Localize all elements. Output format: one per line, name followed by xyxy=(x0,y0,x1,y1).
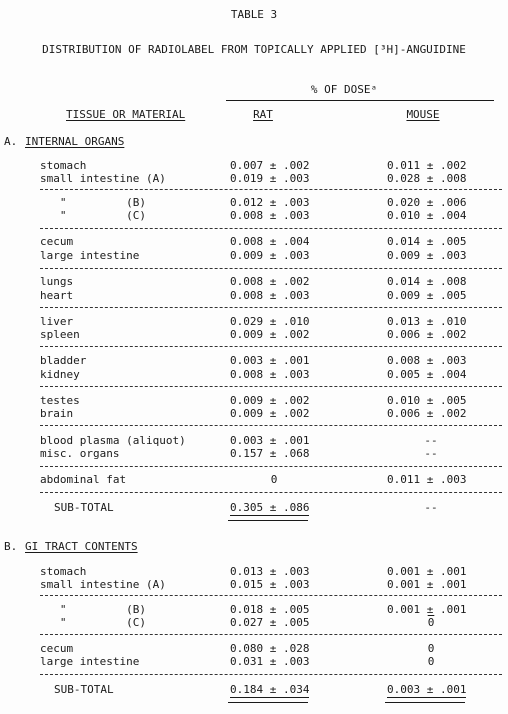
mouse-value: 0.001 ± .001 xyxy=(387,565,467,578)
mouse-value: 0 xyxy=(427,655,435,668)
mouse-value: -- xyxy=(424,447,438,460)
mouse-value: 0.028 ± .008 xyxy=(387,172,467,185)
section-b-marker: B. xyxy=(4,540,18,553)
tissue-header: TISSUE OR MATERIAL xyxy=(66,108,186,121)
dose-header: % OF DOSEᵃ xyxy=(310,83,378,96)
row-label: " (B) xyxy=(40,196,146,209)
subtotal-double-rule xyxy=(385,702,465,703)
mouse-value: 0.001 ± .001 xyxy=(387,578,467,591)
rat-value: 0.157 ± .068 xyxy=(230,447,310,460)
mouse-value: 0.010 ± .005 xyxy=(387,394,467,407)
subtotal-rat: 0.305 ± .086 xyxy=(230,501,310,514)
dashed-divider xyxy=(40,307,502,308)
row-label: small intestine (A) xyxy=(40,172,166,185)
row-label: lungs xyxy=(40,275,74,288)
rat-value: 0.019 ± .003 xyxy=(230,172,310,185)
dose-header-rule xyxy=(226,100,494,101)
dashed-divider xyxy=(40,228,502,229)
subtotal-label: SUB-TOTAL xyxy=(54,683,114,696)
rat-value: 0.003 ± .001 xyxy=(230,434,310,447)
mouse-value: 0.009 ± .005 xyxy=(387,289,467,302)
mouse-value: 0.010 ± .004 xyxy=(387,209,467,222)
row-label: " (C) xyxy=(40,209,146,222)
row-label: stomach xyxy=(40,159,87,172)
row-label: cecum xyxy=(40,642,74,655)
row-label: testes xyxy=(40,394,80,407)
mouse-value: 0.014 ± .008 xyxy=(387,275,467,288)
mouse-value: 0 xyxy=(427,642,435,655)
section-b-title: GI TRACT CONTENTS xyxy=(25,540,138,553)
row-label: bladder xyxy=(40,354,87,367)
row-label: brain xyxy=(40,407,74,420)
rat-value: 0.013 ± .003 xyxy=(230,565,310,578)
dashed-divider xyxy=(40,386,502,387)
rat-value: 0.008 ± .002 xyxy=(230,275,310,288)
table-subtitle: DISTRIBUTION OF RADIOLABEL FROM TOPICALLY APPLIED [³H]-ANGUIDINE xyxy=(42,43,466,56)
row-label: " (B) xyxy=(40,603,146,616)
dashed-divider xyxy=(40,189,502,190)
mouse-value: 0.014 ± .005 xyxy=(387,235,467,248)
rat-value: 0.018 ± .005 xyxy=(230,603,310,616)
rat-value: 0.007 ± .002 xyxy=(230,159,310,172)
mouse-value: 0.008 ± .003 xyxy=(387,354,467,367)
rat-value: 0.012 ± .003 xyxy=(230,196,310,209)
rat-value: 0.003 ± .001 xyxy=(230,354,310,367)
row-label: " (C) xyxy=(40,616,146,629)
rat-value: 0 xyxy=(270,473,278,486)
row-label: heart xyxy=(40,289,74,302)
rat-value: 0.008 ± .003 xyxy=(230,209,310,222)
dashed-divider xyxy=(40,425,502,426)
mouse-value: -- xyxy=(424,434,438,447)
row-label: large intestine xyxy=(40,249,140,262)
row-label: blood plasma (aliquot) xyxy=(40,434,186,447)
row-label: large intestine xyxy=(40,655,140,668)
rat-value: 0.080 ± .028 xyxy=(230,642,310,655)
subtotal-mouse: -- xyxy=(424,501,438,514)
row-label: misc. organs xyxy=(40,447,120,460)
dashed-divider xyxy=(40,674,502,675)
rat-value: 0.009 ± .003 xyxy=(230,249,310,262)
subtotal-double-rule xyxy=(228,520,308,521)
mouse-header: MOUSE xyxy=(406,108,440,121)
row-label: stomach xyxy=(40,565,87,578)
subtotal-mouse: 0.003 ± .001 xyxy=(387,683,467,696)
subtotal-double-rule xyxy=(228,702,308,703)
rat-value: 0.009 ± .002 xyxy=(230,394,310,407)
mouse-value: 0.011 ± .003 xyxy=(387,473,467,486)
dashed-divider xyxy=(40,492,502,493)
row-label: small intestine (A) xyxy=(40,578,166,591)
section-a-title: INTERNAL ORGANS xyxy=(25,135,125,148)
mouse-value: 0 xyxy=(427,616,435,629)
row-label: liver xyxy=(40,315,74,328)
mouse-value: 0.005 ± .004 xyxy=(387,368,467,381)
row-label: kidney xyxy=(40,368,80,381)
mouse-value: 0.020 ± .006 xyxy=(387,196,467,209)
dashed-divider xyxy=(40,346,502,347)
dashed-divider xyxy=(40,466,502,467)
dashed-divider xyxy=(40,634,502,635)
mouse-value: 0.006 ± .002 xyxy=(387,407,467,420)
rat-value: 0.031 ± .003 xyxy=(230,655,310,668)
section-a-marker: A. xyxy=(4,135,18,148)
mouse-value: 0.006 ± .002 xyxy=(387,328,467,341)
table-title: TABLE 3 xyxy=(230,8,278,21)
rat-value: 0.008 ± .003 xyxy=(230,289,310,302)
dashed-divider xyxy=(40,595,502,596)
mouse-value: 0.011 ± .002 xyxy=(387,159,467,172)
rat-value: 0.027 ± .005 xyxy=(230,616,310,629)
rat-header: RAT xyxy=(253,108,273,121)
rat-value: 0.008 ± .003 xyxy=(230,368,310,381)
row-label: abdominal fat xyxy=(40,473,127,486)
subtotal-label: SUB-TOTAL xyxy=(54,501,114,514)
rat-value: 0.015 ± .003 xyxy=(230,578,310,591)
subtotal-rat: 0.184 ± .034 xyxy=(230,683,310,696)
mouse-value: 0.009 ± .003 xyxy=(387,249,467,262)
rat-value: 0.009 ± .002 xyxy=(230,328,310,341)
row-label: spleen xyxy=(40,328,80,341)
rat-value: 0.008 ± .004 xyxy=(230,235,310,248)
mouse-value: 0.001 ± .001 xyxy=(387,603,467,616)
rat-value: 0.009 ± .002 xyxy=(230,407,310,420)
dashed-divider xyxy=(40,268,502,269)
row-label: cecum xyxy=(40,235,74,248)
rat-value: 0.029 ± .010 xyxy=(230,315,310,328)
mouse-value: 0.013 ± .010 xyxy=(387,315,467,328)
